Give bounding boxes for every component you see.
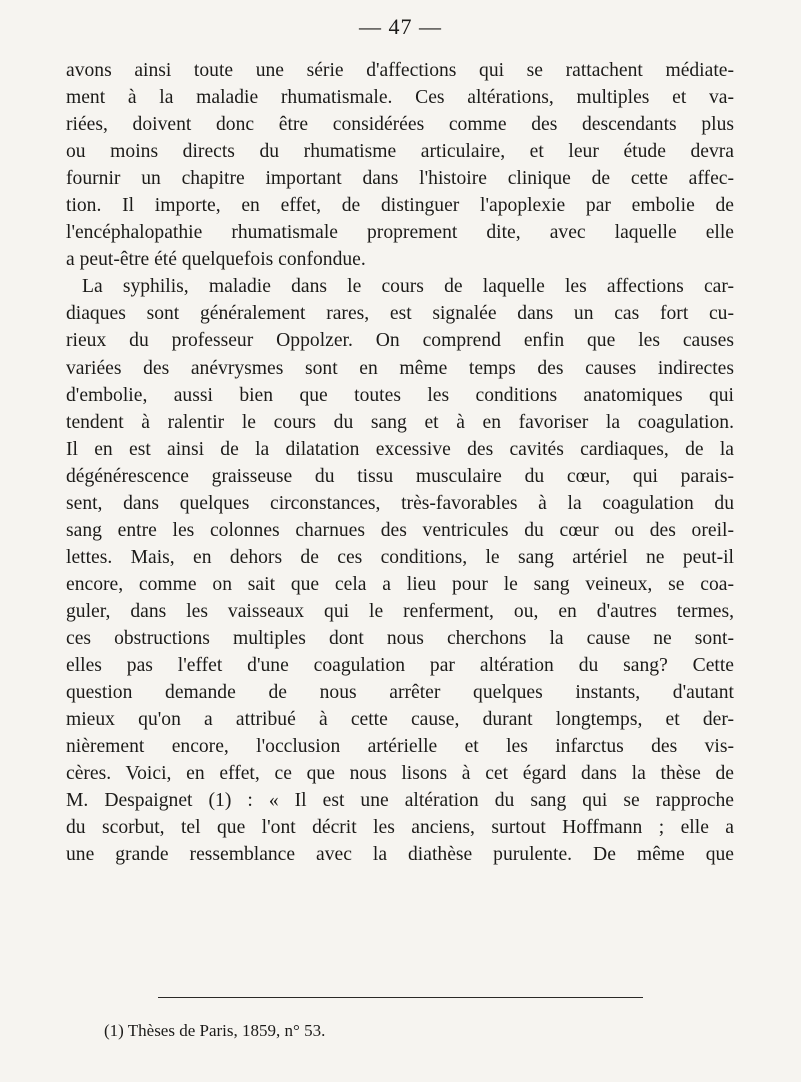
footnote: (1) Thèses de Paris, 1859, n° 53. (104, 1021, 326, 1040)
text-line: fournir un chapitre important dans l'histoire clinique de cette affec- (66, 168, 734, 190)
page-number: — 47 — (359, 14, 442, 39)
text-line: tendent à ralentir le cours du sang et à en favoriser la coagulation. (66, 411, 734, 433)
text-line: Il en est ainsi de la dilatation excessive des cavités cardiaques, de la (66, 438, 734, 460)
text-line: La syphilis, maladie dans le cours de laquelle les affections car- (82, 276, 734, 298)
text-line: d'embolie, aussi bien que toutes les conditions anatomiques qui (66, 384, 734, 406)
text-line: guler, dans les vaisseaux qui le renferment, ou, en d'autres termes, (66, 600, 734, 622)
text-line: elles pas l'effet d'une coagulation par altération du sang? Cette (66, 655, 734, 677)
text-line: ces obstructions multiples dont nous cherchons la cause ne sont- (66, 627, 734, 649)
footnote-divider (158, 997, 643, 998)
text-line: avons ainsi toute une série d'affections qui se rattachent médiate- (66, 60, 734, 81)
text-line: nièrement encore, l'occlusion artérielle et les infarctus des vis- (66, 736, 734, 758)
text-line: riées, doivent donc être considérées comme des descendants plus (66, 114, 734, 136)
text-line: une grande ressemblance avec la diathèse purulente. De même que (66, 844, 734, 866)
text-line: tion. Il importe, en effet, de distinguer l'apoplexie par embolie de (66, 195, 734, 217)
text-line: variées des anévrysmes sont en même temps des causes indirectes (66, 357, 734, 379)
text-line: ment à la maladie rhumatismale. Ces altérations, multiples et va- (66, 87, 734, 109)
text-line: sent, dans quelques circonstances, très-favorables à la coagulation du (66, 492, 734, 514)
text-line: lettes. Mais, en dehors de ces conditions, le sang artériel ne peut-il (66, 546, 734, 568)
text-line: a peut-être été quelquefois confondue. (66, 249, 366, 271)
text-line: du scorbut, tel que l'ont décrit les anciens, surtout Hoffmann ; elle a (66, 817, 734, 839)
text-line: M. Despaignet (1) : « Il est une altération du sang qui se rapproche (66, 790, 734, 812)
body-text (66, 57, 734, 868)
text-line: l'encéphalopathie rhumatismale proprement dite, avec laquelle elle (66, 222, 734, 244)
text-line: diaques sont généralement rares, est signalée dans un cas fort cu- (66, 303, 734, 325)
text-line: question demande de nous arrêter quelques instants, d'autant (66, 682, 734, 704)
text-line: sang entre les colonnes charnues des ventricules du cœur ou des oreil- (66, 519, 734, 541)
text-line: mieux qu'on a attribué à cette cause, durant longtemps, et der- (66, 709, 734, 731)
text-line: encore, comme on sait que cela a lieu pour le sang veineux, se coa- (66, 573, 734, 595)
text-line: dégénérescence graisseuse du tissu musculaire du cœur, qui parais- (66, 465, 734, 487)
text-line: cères. Voici, en effet, ce que nous lisons à cet égard dans la thèse de (66, 763, 734, 785)
text-line: rieux du professeur Oppolzer. On comprend enfin que les causes (66, 330, 734, 352)
text-line: ou moins directs du rhumatisme articulaire, et leur étude devra (66, 141, 734, 163)
